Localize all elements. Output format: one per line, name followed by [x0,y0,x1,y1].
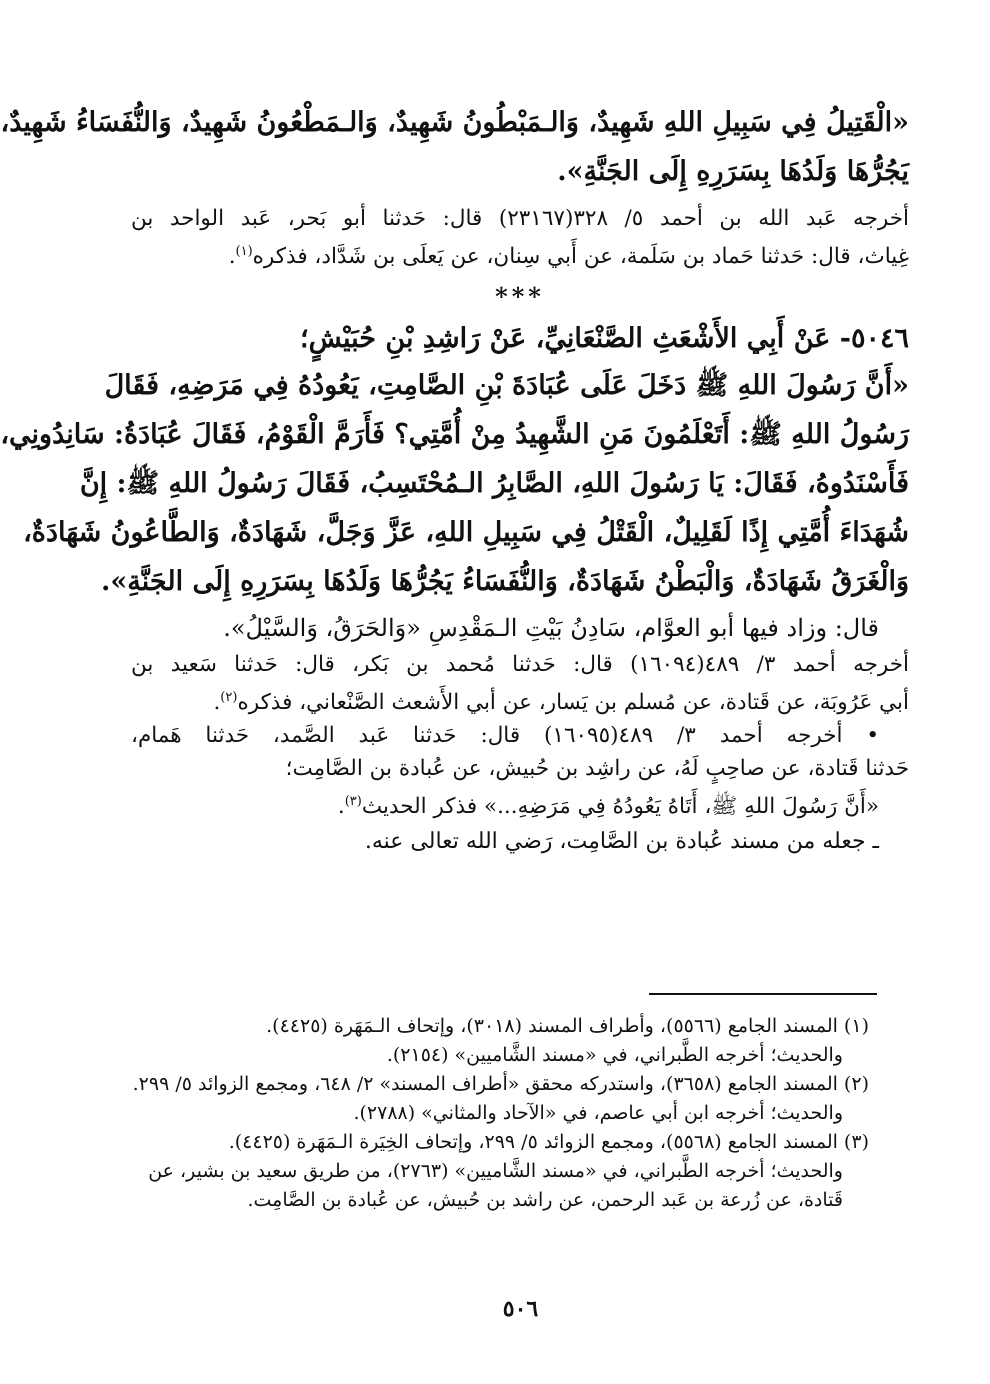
bullet-line-2: حَدثنا قَتادة، عن صاحِبٍ لَهُ، عن راشِد بن حُبيش، عن عُبادة بن الصَّامِت؛ [285,756,909,782]
hadith-bullet-takhrij [131,719,909,823]
hadith-line-1: «أَنَّ رَسُولَ اللهِ ﷺ دَخَلَ عَلَى عُبَادَةَ بْنِ الصَّامِتِ، يَعُودُهُ فِي مَرَضِهِ، فَقَالَ [104,370,909,402]
prev-takhrij-line-2-wrap [131,235,909,273]
hadith-text [0,361,909,606]
prev-takhrij-line-2: غِياث، قال: حَدثنا حَماد بن سَلَمة، عن أَبي سِنان، عن يَعلَى بن شَدَّاد، فذكره [252,244,909,270]
bullet-quote: «أَنَّ رَسُولَ اللهِ ﷺ، أَتَاهُ يَعُودُهُ فِي مَرَضِهِ...» فذكر الحديث [361,794,879,820]
prev-hadith-line-1: «الْقَتِيلُ فِي سَبِيلِ اللهِ شَهِيدٌ، وَالـمَبْطُونُ شَهِيدٌ، وَالـمَطْعُونُ شَهِيدٌ، وَالنُّفَسَاءُ شَهِيدٌ، [0,107,909,138]
hadith-qal-line: قال: وزاد فيها أبو العوَّام، سَادِنُ بَيْتِ الـمَقْدِسِ «وَالحَرَقُ، وَالسَّيْلُ». [223,614,879,643]
footnote-2-line-1: (٢) المسند الجامع (٣٦٥٨)، واستدركه محقق «أطراف المسند» ٢/ ٦٤٨، ومجمع الزوائد ٥/ ٢٩٩. [132,1073,869,1095]
footnote-ref-2[interactable]: (٢) [220,690,238,706]
hadith-takhrij-line-2-wrap [131,681,909,719]
hadith-takhrij [131,648,909,719]
hadith-number-line: ٥٠٤٦- عَنْ أَبِي الأَشْعَثِ الصَّنْعَانِيِّ، عَنْ رَاشِدِ بْنِ حُبَيْشٍ؛ [300,323,909,355]
footnote-2-line-2: والحديث؛ أخرجه ابن أبي عاصم، في «الآحاد والمثاني» (٢٧٨٨). [353,1102,843,1124]
page-number: ٥٠٦ [502,1296,539,1322]
footnote-1-line-1: (١) المسند الجامع (٥٥٦٦)، وأطراف المسند (٣٠١٨)، وإتحاف الـمَهَرة (٤٤٢٥). [266,1015,869,1037]
hadith-line-5: وَالْغَرَقُ شَهَادَةٌ، وَالْبَطْنُ شَهَادَةٌ، وَالنُّفَسَاءُ يَجُرُّهَا وَلَدُهَا بِسَرَرِهِ إِلَى الجَنَّةِ». [101,566,909,598]
prev-takhrij-line-1: أخرجه عَبد الله بن أحمد ٥/ ٣٢٨(٢٣١٦٧) قال: حَدثنا أبو بَحر، عَبد الواحد بن [131,206,910,231]
bullet-end: . [337,794,345,820]
footnote-ref-3[interactable]: (٣) [344,794,362,810]
prev-hadith-line-2: يَجُرُّهَا وَلَدُهَا بِسَرَرِهِ إِلَى الجَنَّةِ». [557,156,909,187]
bullet-line-1: • أخرجه أحمد ٣/ ٤٨٩(١٦٠٩٥) قال: حَدثنا عَبد الصَّمد، حَدثنا هَمام، [131,723,880,749]
hadith-line-2: رَسُولُ اللهِ ﷺ: أَتَعْلَمُونَ مَنِ الشَّهِيدُ مِنْ أُمَّتِي؟ فَأَرَمَّ الْقَوْمُ، فَقَالَ عُبَادَةُ: سَانِدُونِي، [0,419,909,451]
hadith-ja-line: ـ جعله من مسند عُبادة بن الصَّامِت، رَضي الله تعالى عنه. [364,829,879,855]
footnote-3-line-1: (٣) المسند الجامع (٥٥٦٨)، ومجمع الزوائد ٥/ ٢٩٩، وإتحاف الخِيَرة الـمَهَرة (٤٤٢٥). [228,1131,869,1153]
prev-hadith-text [0,98,909,196]
hadith-line-4: شُهَدَاءَ أُمَّتِي إِذًا لَقَلِيلٌ، الْقَتْلُ فِي سَبِيلِ اللهِ، عَزَّ وَجَلَّ، شَهَادَةٌ، وَالطَّاعُونُ شَهَادَةٌ، [23,517,909,549]
hadith-takhrij-end: . [213,690,221,716]
footnote-3-line-2: والحديث؛ أخرجه الطَّبراني، في «مسند الشَّاميين» (٢٧٦٣)، من طريق سعيد بن بشير، عن [148,1160,843,1182]
footnote-1-line-2: والحديث؛ أخرجه الطَّبراني، في «مسند الشَّاميين» (٢١٥٤). [386,1044,843,1066]
section-divider: *** [495,282,545,312]
footnotes [131,1012,869,1215]
prev-hadith-takhrij [131,202,909,273]
footnote-ref-1[interactable]: (١) [235,244,253,259]
hadith-line-3: فَأَسْنَدُوهُ، فَقَالَ: يَا رَسُولَ اللهِ، الصَّابِرُ الـمُحْتَسِبُ، فَقَالَ رَسُولُ اللهِ ﷺ: إِنَّ [79,468,909,500]
hadith-takhrij-line-1: أخرجه أحمد ٣/ ٤٨٩(١٦٠٩٤) قال: حَدثنا مُحمد بن بَكر، قال: حَدثنا سَعيد بن [131,652,910,678]
prev-takhrij-end: . [228,244,236,270]
footnote-3-line-3: قَتادة، عن زُرعة بن عَبد الرحمن، عن راشد بن حُبيش، عن عُبادة بن الصَّامِت. [247,1189,843,1211]
hadith-takhrij-line-2: أبي عَرُوبَة، عن قَتادة، عن مُسلم بن يَسار، عن أبي الأَشعث الصَّنْعاني، فذكره [237,690,909,716]
bullet-quote-wrap [131,785,909,823]
footnote-separator [649,993,877,995]
